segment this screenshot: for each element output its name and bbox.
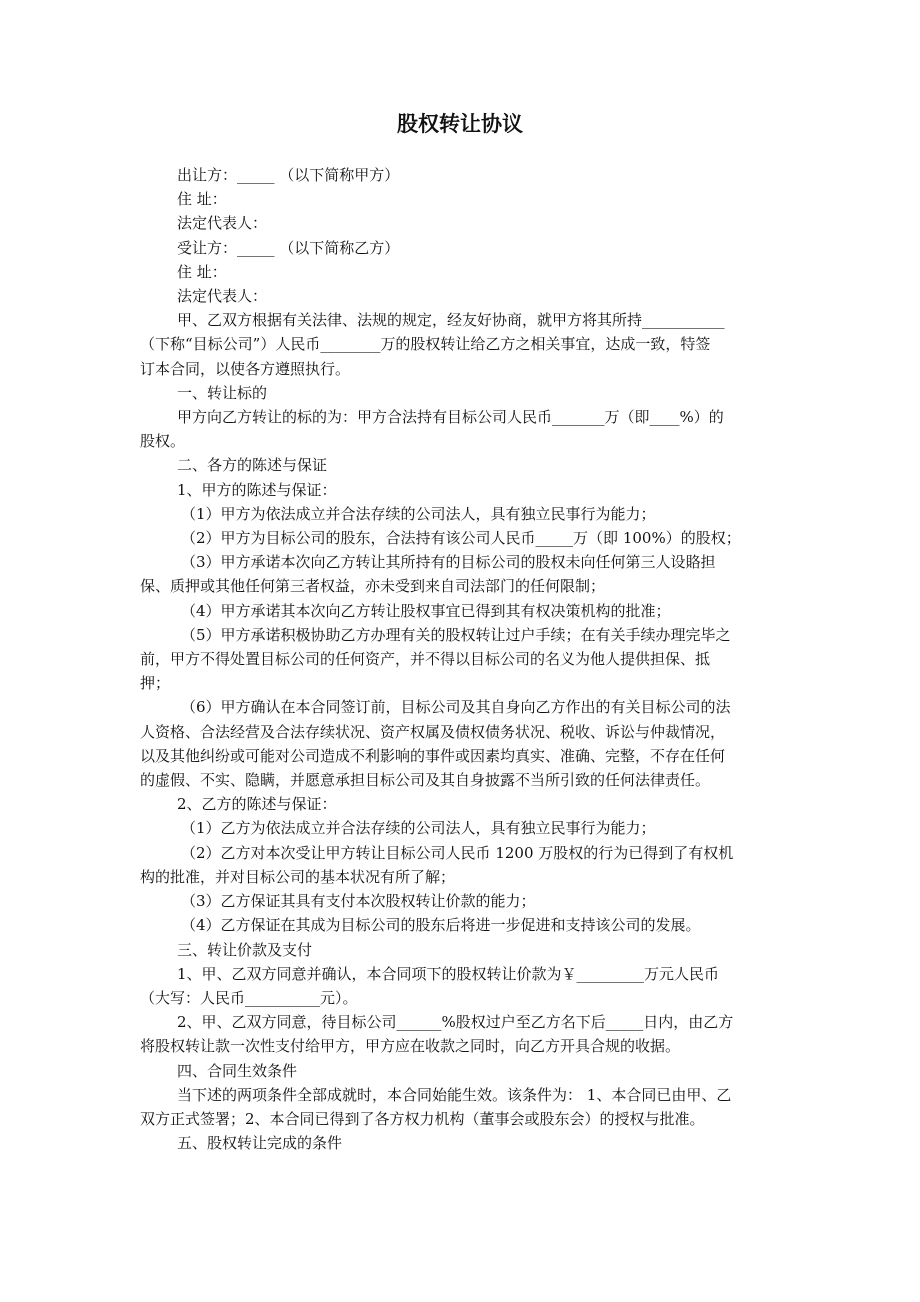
text-line: （2）乙方对本次受让甲方转让目标公司人民币 1200 万股权的行为已得到了有权机 bbox=[181, 843, 734, 862]
text-line: 押； bbox=[140, 674, 171, 693]
text-line: 出让方：_____ （以下简称甲方） bbox=[177, 166, 400, 184]
document-body bbox=[140, 163, 780, 1155]
text-line: （4）乙方保证在其成为目标公司的股东后将进一步促进和支持该公司的发展。 bbox=[181, 916, 701, 935]
text-line: 二、各方的陈述与保证 bbox=[177, 456, 328, 475]
text-line: 法定代表人： bbox=[177, 214, 268, 233]
text-line: （1）甲方为依法成立并合法存续的公司法人，具有独立民事行为能力； bbox=[181, 504, 656, 523]
text-line: 将股权转让款一次性支付给甲方，甲方应在收款之同时，向乙方开具合规的收据。 bbox=[140, 1037, 681, 1056]
text-line: 以及其他纠纷或可能对公司造成不利影响的事件或因素均真实、准确、完整，不存在任何 bbox=[140, 746, 726, 765]
text-line: 的虚假、不实、隐瞒，并愿意承担目标公司及其自身披露不当所引致的任何法律责任。 bbox=[140, 771, 711, 790]
text-line: 构的批准，并对目标公司的基本状况有所了解； bbox=[140, 867, 456, 886]
text-line: 住 址： bbox=[177, 190, 227, 209]
text-line: 三、转让价款及支付 bbox=[177, 940, 313, 959]
text-line: 人资格、合法经营及合法存续状况、资产权属及债权债务状况、税收、诉讼与仲裁情况， bbox=[140, 722, 726, 741]
text-line: 甲方向乙方转让的标的为：甲方合法持有目标公司人民币_______万（即____%）的 bbox=[177, 408, 724, 427]
text-line: （1）乙方为依法成立并合法存续的公司法人，具有独立民事行为能力； bbox=[181, 819, 656, 838]
text-line: （4）甲方承诺其本次向乙方转让股权事宜已得到其有权决策机构的批准； bbox=[181, 601, 671, 620]
text-line: （3）乙方保证其具有支付本次股权转让价款的能力； bbox=[181, 892, 536, 911]
text-line: 一、转让标的 bbox=[177, 383, 268, 402]
text-line: （下称“目标公司”）人民币________万的股权转让给乙方之相关事宜，达成一致，特签 bbox=[140, 335, 711, 354]
text-line: 甲、乙双方根据有关法律、法规的规定，经友好协商，就甲方将其所持___________ bbox=[177, 311, 725, 330]
document-title: 股权转让协议 bbox=[397, 112, 523, 136]
text-line: 五、股权转让完成的条件 bbox=[177, 1134, 343, 1153]
text-line: 前，甲方不得处置目标公司的任何资产，并不得以目标公司的名义为他人提供担保、抵 bbox=[140, 650, 711, 669]
text-line: 股权。 bbox=[140, 432, 186, 451]
text-line: 1、甲、乙双方同意并确认，本合同项下的股权转让价款为￥_________万元人民币 bbox=[177, 964, 720, 983]
text-line: 1、甲方的陈述与保证： bbox=[177, 480, 337, 499]
text-line: 双方正式签署；2、本合同已得到了各方权力机构（董事会或股东会）的授权与批准。 bbox=[140, 1109, 705, 1128]
text-line: 2、乙方的陈述与保证： bbox=[177, 795, 337, 814]
text-line: （2）甲方为目标公司的股东，合法持有该公司人民币_____万（即 100%）的股权； bbox=[181, 529, 741, 548]
text-line: 法定代表人： bbox=[177, 287, 268, 306]
text-line: 保、质押或其他任何第三者权益，亦未受到来自司法部门的任何限制； bbox=[140, 577, 606, 596]
text-line: （3）甲方承诺本次向乙方转让其所持有的目标公司的股权未向任何第三人设賂担 bbox=[181, 553, 716, 572]
text-line: 当下述的两项条件全部成就时，本合同始能生效。该条件为： 1、本合同已由甲、乙 bbox=[177, 1085, 732, 1104]
text-line: （5）甲方承诺积极协助乙方办理有关的股权转让过户手续；在有关手续办理完毕之 bbox=[181, 625, 731, 644]
text-line: （大写：人民币__________元）。 bbox=[140, 988, 358, 1007]
text-line: 2、甲、乙双方同意，待目标公司______%股权过户至乙方名下后_____日内，由乙方 bbox=[177, 1013, 734, 1032]
text-line: 受让方：_____ （以下简称乙方） bbox=[177, 238, 400, 257]
text-line: 四、合同生效条件 bbox=[177, 1061, 298, 1080]
text-line: 订本合同，以使各方遵照执行。 bbox=[140, 359, 351, 378]
text-line: （6）甲方确认在本合同签订前，目标公司及其自身向乙方作出的有关目标公司的法 bbox=[181, 698, 731, 717]
text-line: 住 址： bbox=[177, 262, 227, 281]
